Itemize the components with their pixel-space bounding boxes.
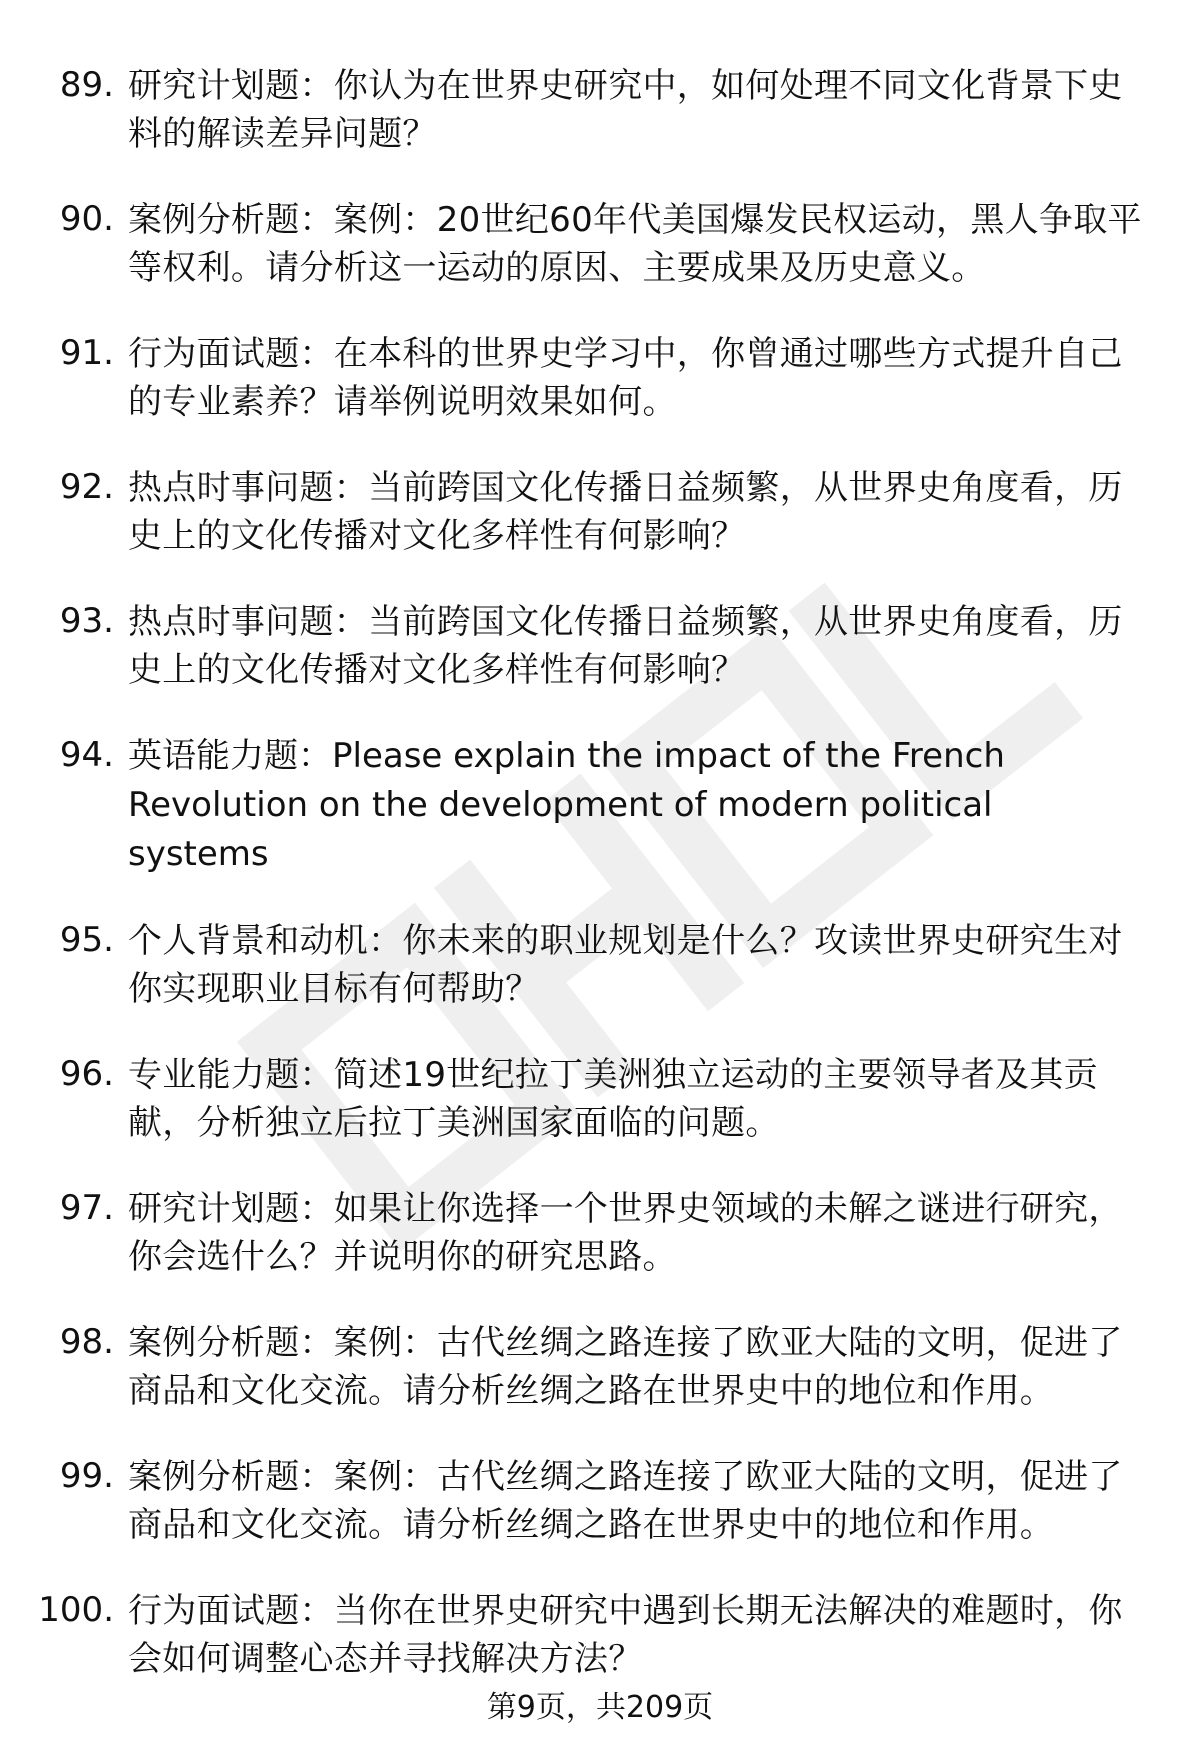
question-text: 案例分析题：案例：古代丝绸之路连接了欧亚大陆的文明，促进了商品和文化交流。请分析丝绸之路在世界史中的地位和作用。 [128,1457,1123,1545]
question-item [36,1453,1156,1549]
question-item [36,917,1156,1013]
question-text: 行为面试题：当你在世界史研究中遇到长期无法解决的难题时，你会如何调整心态并寻找解决方法？ [128,1591,1123,1679]
page-number-footer: 第9页，共209页 [486,1690,714,1725]
question-number: 89. [59,65,114,105]
question-number: 97. [59,1188,114,1228]
question-number: 93. [59,601,114,641]
question-item [36,598,1156,694]
question-text: 研究计划题：如果让你选择一个世界史领域的未解之谜进行研究，你会选什么？并说明你的研究思路。 [128,1189,1123,1277]
question-item [36,1319,1156,1415]
question-text: 行为面试题：在本科的世界史学习中，你曾通过哪些方式提升自己的专业素养？请举例说明效果如何。 [128,334,1123,422]
question-number: 99. [59,1456,114,1496]
question-text: 热点时事问题：当前跨国文化传播日益频繁，从世界史角度看，历史上的文化传播对文化多样性有何影响？ [128,468,1123,556]
question-list [36,62,1156,1721]
question-text: 研究计划题：你认为在世界史研究中，如何处理不同文化背景下史料的解读差异问题？ [128,66,1123,154]
question-text: 个人背景和动机：你未来的职业规划是什么？攻读世界史研究生对你实现职业目标有何帮助？ [128,921,1123,1009]
question-text: 专业能力题：简述19世纪拉丁美洲独立运动的主要领导者及其贡献，分析独立后拉丁美洲国家面临的问题。 [128,1055,1098,1143]
question-item [36,732,1156,879]
question-item [36,62,1156,158]
question-number: 91. [59,333,114,373]
question-number: 95. [59,920,114,960]
question-number: 98. [59,1322,114,1362]
question-item [36,1587,1156,1683]
question-item [36,464,1156,560]
question-text: 热点时事问题：当前跨国文化传播日益频繁，从世界史角度看，历史上的文化传播对文化多样性有何影响？ [128,602,1123,690]
question-item [36,196,1156,292]
question-number: 92. [59,467,114,507]
question-number: 96. [59,1054,114,1094]
question-text: 案例分析题：案例：20世纪60年代美国爆发民权运动，黑人争取平等权利。请分析这一运动的原因、主要成果及历史意义。 [128,200,1142,288]
question-item [36,330,1156,426]
question-number: 94. [59,735,114,775]
question-text: 英语能力题：Please explain the impact of the French Revolution on the development of modern political systems [128,736,1005,874]
question-number: 100. [38,1590,114,1630]
question-text: 案例分析题：案例：古代丝绸之路连接了欧亚大陆的文明，促进了商品和文化交流。请分析丝绸之路在世界史中的地位和作用。 [128,1323,1123,1411]
question-number: 90. [59,199,114,239]
question-item [36,1051,1156,1147]
question-item [36,1185,1156,1281]
